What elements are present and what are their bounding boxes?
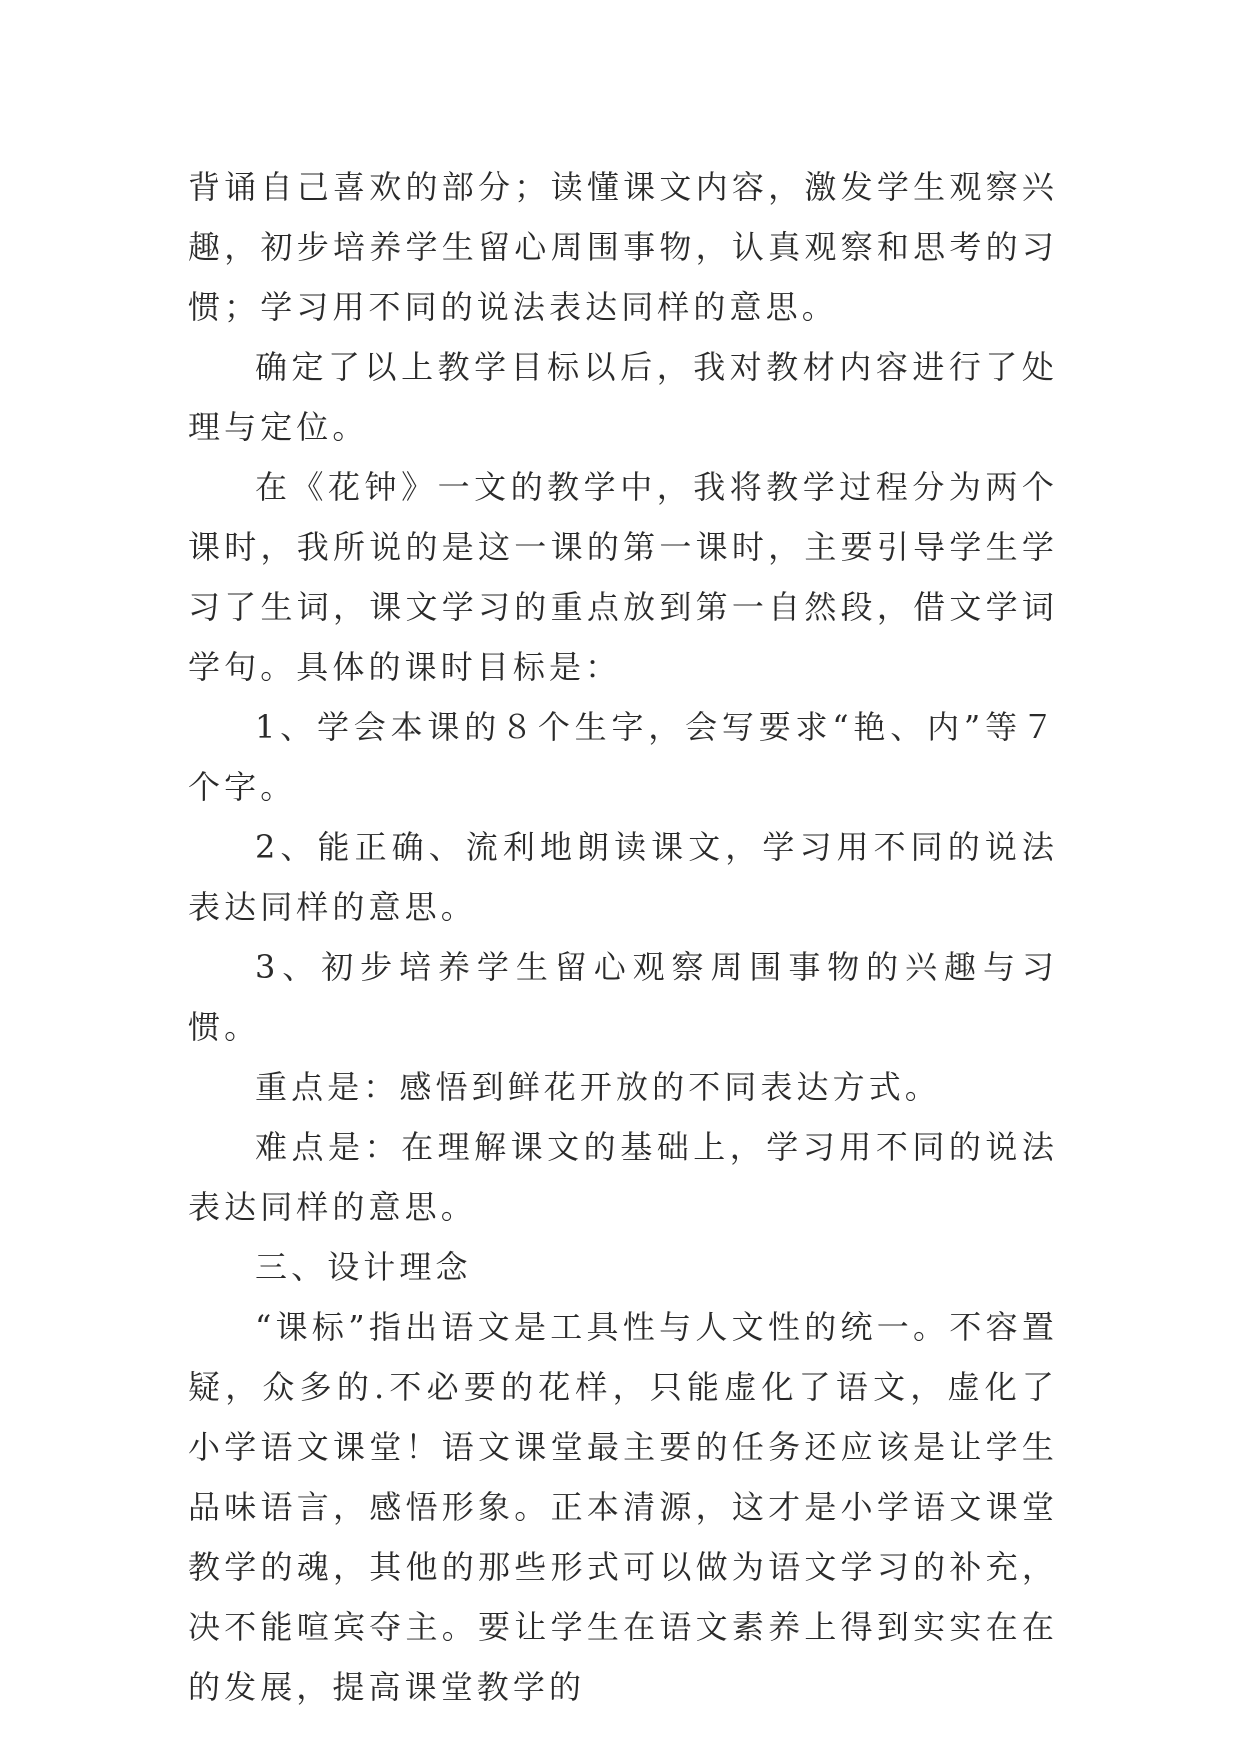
paragraph-difficulty: 难点是：在理解课文的基础上，学习用不同的说法表达同样的意思。 [188, 1128, 1058, 1226]
paragraph-material-positioning: 确定了以上教学目标以后，我对教材内容进行了处理与定位。 [188, 348, 1058, 446]
paragraph-key-point: 重点是：感悟到鲜花开放的不同表达方式。 [255, 1068, 941, 1106]
document-body [188, 157, 1058, 1717]
paragraph-design-concept: “课标”指出语文是工具性与人文性的统一。不容置疑，众多的.不必要的花样，只能虚化了语文，虚化了小学语文课堂！语文课堂最主要的任务还应该是让学生品味语言，感悟形象。正本清源，这才是小学语文课堂教学的魂，其他的那些形式可以做为语文学习的补充，决不能喧宾夺主。要让学生在语文素养上得到实实在在的发展，提高课堂教学的 [188, 1308, 1058, 1706]
section-heading-design-concept: 三、设计理念 [255, 1248, 472, 1286]
paragraph-lesson-plan: 在《花钟》一文的教学中，我将教学过程分为两个课时，我所说的是这一课的第一课时，主要引导学生学习了生词，课文学习的重点放到第一自然段，借文学词学句。具体的课时目标是： [188, 468, 1058, 686]
paragraph-objectives-continued: 背诵自己喜欢的部分；读懂课文内容，激发学生观察兴趣，初步培养学生留心周围事物，认真观察和思考的习惯；学习用不同的说法表达同样的意思。 [188, 168, 1058, 326]
paragraph-goal-1: 1、学会本课的８个生字，会写要求“艳、内”等７个字。 [188, 708, 1058, 806]
paragraph-goal-3: 3、初步培养学生留心观察周围事物的兴趣与习惯。 [188, 948, 1058, 1046]
paragraph-goal-2: 2、能正确、流利地朗读课文，学习用不同的说法表达同样的意思。 [188, 828, 1058, 926]
